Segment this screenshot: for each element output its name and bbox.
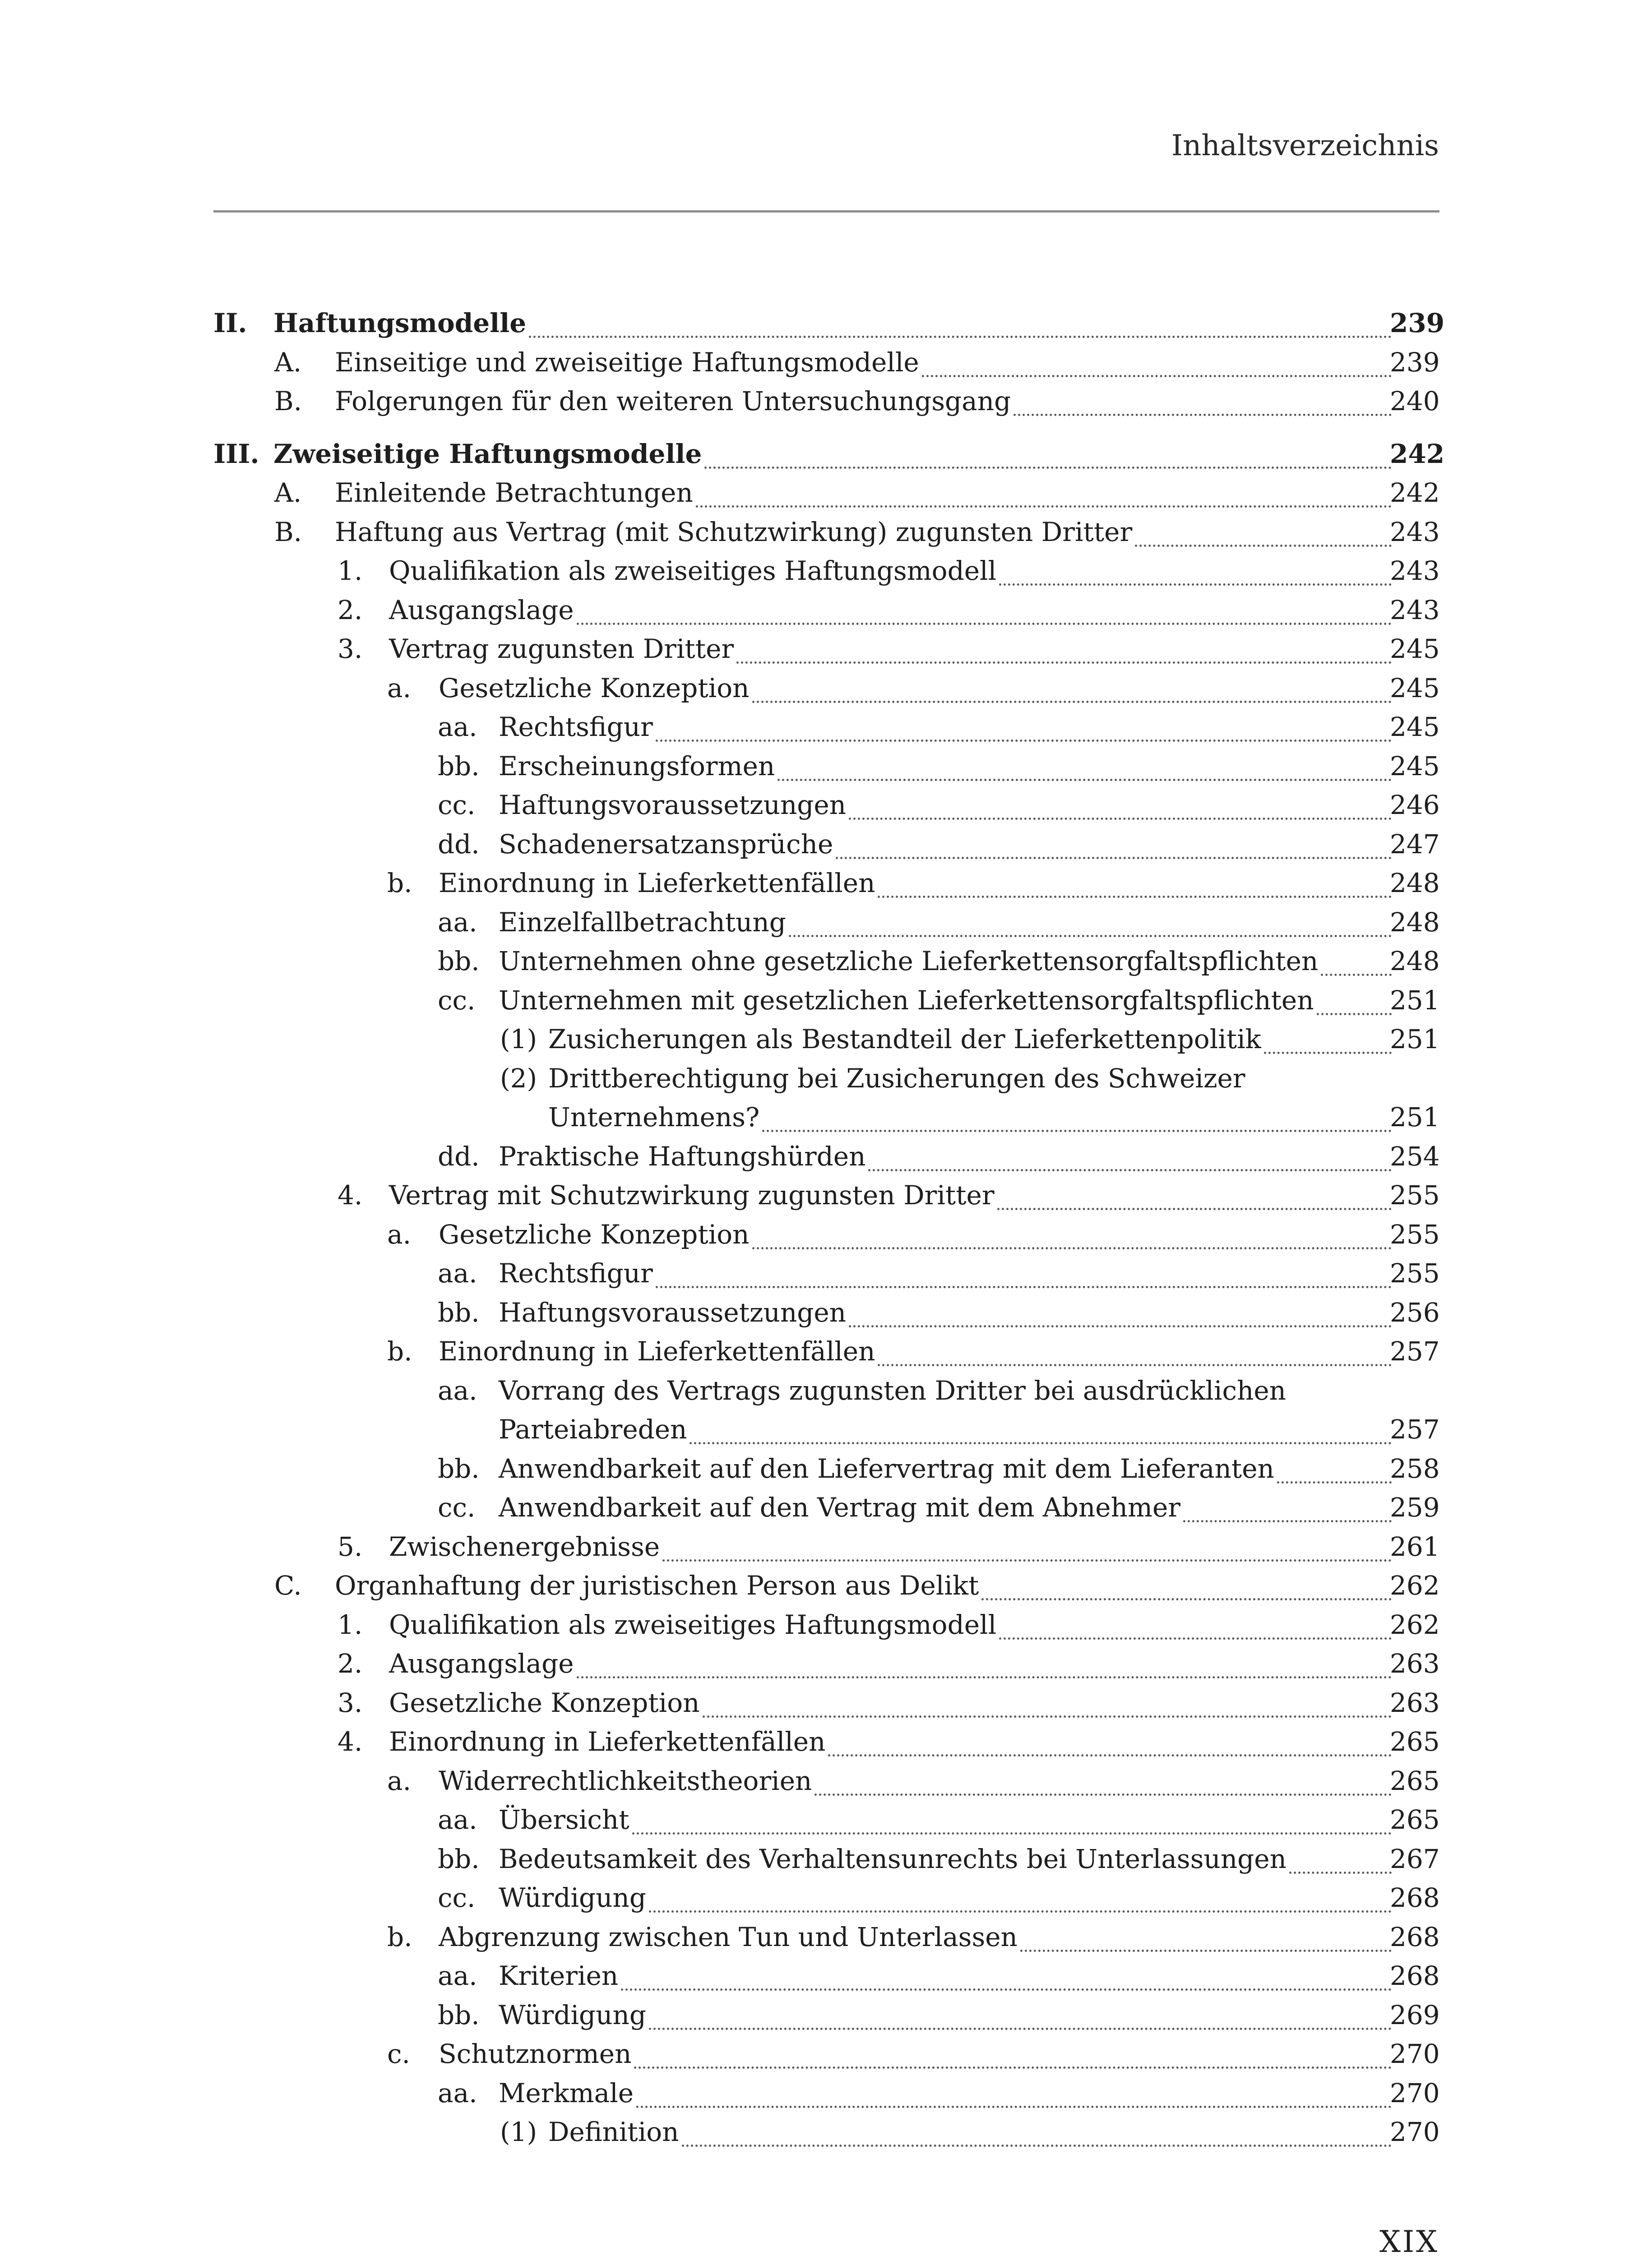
toc-entry-title-continued: Unternehmens?	[548, 1102, 760, 1133]
toc-leader-dots	[762, 1098, 1392, 1132]
toc-entry-number: aa.	[438, 1258, 477, 1289]
toc-entry-title: Anwendbarkeit auf den Liefervertrag mit dem Lieferanten	[499, 1453, 1274, 1484]
toc-entry-page: 242	[1390, 438, 1445, 469]
toc-entry-page: 251	[1390, 985, 1440, 1016]
toc-entry-number: bb.	[438, 1453, 480, 1484]
toc-entry-title: Haftungsvoraussetzungen	[499, 1297, 847, 1328]
toc-entry[interactable]	[0, 712, 1652, 748]
toc-entry[interactable]	[0, 1687, 1652, 1724]
toc-entry-page: 243	[1390, 594, 1440, 625]
toc-entry-page: 251	[1390, 1102, 1440, 1133]
toc-entry-page: 261	[1390, 1531, 1440, 1562]
toc-entry[interactable]	[0, 790, 1652, 826]
toc-entry-number: 1.	[338, 555, 363, 586]
toc-leader-dots	[868, 1137, 1392, 1171]
toc-entry-page: 258	[1390, 1453, 1440, 1484]
toc-leader-dots	[836, 825, 1392, 859]
toc-entry-title: Einordnung in Lieferkettenfällen	[439, 1336, 875, 1367]
toc-entry-number: 2.	[338, 594, 363, 625]
toc-entry-title: Einleitende Betrachtungen	[335, 477, 693, 508]
toc-leader-dots	[1277, 1450, 1392, 1484]
toc-entry-title: Einordnung in Lieferkettenfällen	[389, 1726, 826, 1757]
toc-entry[interactable]	[0, 308, 1652, 344]
toc-leader-dots	[878, 864, 1392, 898]
toc-entry-page: 239	[1390, 308, 1445, 338]
toc-entry-title: Schadenersatzansprüche	[499, 828, 833, 860]
toc-entry-title: Vertrag mit Schutzwirkung zugunsten Dritter	[389, 1180, 995, 1211]
toc-leader-dots	[997, 1176, 1392, 1210]
toc-leader-dots	[577, 591, 1392, 625]
toc-entry-title: Unternehmen ohne gesetzliche Lieferkettensorgfaltspflichten	[499, 946, 1319, 976]
toc-entry-title: Widerrechtlichkeitstheorien	[439, 1765, 812, 1796]
toc-entry-page: 239	[1390, 347, 1440, 378]
toc-entry-number: dd.	[438, 828, 480, 860]
toc-entry-page: 257	[1390, 1336, 1440, 1367]
toc-entry-page: 247	[1390, 828, 1440, 860]
toc-entry[interactable]	[0, 829, 1652, 865]
toc-leader-dots	[649, 1879, 1392, 1913]
toc-entry-number: III.	[213, 438, 259, 469]
toc-entry-number: bb.	[438, 1843, 480, 1874]
toc-entry[interactable]	[0, 1453, 1652, 1489]
toc-entry[interactable]	[0, 2117, 1652, 2153]
toc-entry-page: 246	[1390, 790, 1440, 820]
toc-leader-dots	[1289, 1840, 1392, 1874]
toc-entry-number: c.	[387, 2039, 410, 2069]
toc-entry-title: Einzelfallbetrachtung	[499, 906, 786, 938]
toc-entry-title: Unternehmen mit gesetzlichen Lieferkettensorgfaltspflichten	[499, 985, 1314, 1016]
toc-entry-number: bb.	[438, 1999, 480, 2030]
toc-entry-title: Ausgangslage	[389, 594, 574, 625]
toc-leader-dots	[1020, 1918, 1392, 1952]
toc-entry[interactable]	[0, 1219, 1652, 1255]
toc-entry-number: cc.	[438, 790, 476, 820]
toc-entry-page: 245	[1390, 672, 1440, 703]
toc-entry-number: bb.	[438, 750, 480, 781]
toc-leader-dots	[849, 1294, 1392, 1327]
toc-entry[interactable]	[0, 1180, 1652, 1216]
toc-entry[interactable]	[0, 1609, 1652, 1646]
toc-entry-number: a.	[387, 1219, 412, 1250]
toc-entry-title: Bedeutsamkeit des Verhaltensunrechts bei Unterlassungen	[499, 1843, 1286, 1874]
toc-entry-number: B.	[274, 516, 302, 547]
toc-entry-title: Haftung aus Vertrag (mit Schutzwirkung) zugunsten Dritter	[335, 516, 1133, 547]
toc-leader-dots	[1183, 1489, 1392, 1522]
toc-leader-dots	[1321, 942, 1392, 976]
toc-entry[interactable]	[0, 1648, 1652, 1684]
toc-leader-dots	[649, 1996, 1392, 2030]
toc-entry-number: 5.	[338, 1531, 363, 1562]
toc-entry[interactable]	[0, 1882, 1652, 1919]
toc-leader-dots	[828, 1723, 1392, 1757]
toc-entry-continuation[interactable]	[0, 1102, 1652, 1138]
toc-entry-title: Erscheinungsformen	[499, 750, 775, 781]
toc-entry-number: aa.	[438, 2077, 477, 2108]
toc-leader-dots	[922, 343, 1392, 377]
toc-entry-page: 267	[1390, 1843, 1440, 1874]
toc-entry-title: Übersicht	[499, 1804, 629, 1835]
toc-leader-dots	[849, 786, 1392, 820]
toc-entry-continuation[interactable]	[0, 1414, 1652, 1450]
toc-leader-dots	[662, 1528, 1392, 1562]
toc-entry[interactable]	[0, 2039, 1652, 2075]
toc-entry-page: 242	[1390, 477, 1440, 508]
toc-entry-page: 255	[1390, 1258, 1440, 1289]
toc-entry[interactable]	[0, 439, 1652, 475]
toc-entry-page: 256	[1390, 1297, 1440, 1328]
toc-entry-page: 245	[1390, 633, 1440, 664]
toc-entry[interactable]	[0, 517, 1652, 553]
toc-entry-number: cc.	[438, 1882, 476, 1913]
toc-entry-number: cc.	[438, 985, 476, 1016]
toc-entry-title: Ausgangslage	[389, 1648, 574, 1679]
toc-entry-number: (1)	[500, 1024, 537, 1054]
toc-leader-dots	[1264, 1020, 1392, 1054]
toc-entry-number: cc.	[438, 1492, 476, 1523]
toc-entry-title: Würdigung	[499, 1882, 646, 1913]
toc-entry-title: Einordnung in Lieferkettenfällen	[439, 868, 875, 898]
toc-entry-title: Abgrenzung zwischen Tun und Unterlassen	[439, 1921, 1018, 1952]
toc-leader-dots	[529, 304, 1392, 338]
toc-entry-page: 270	[1390, 2077, 1440, 2108]
toc-entry[interactable]	[0, 946, 1652, 982]
toc-entry-number: a.	[387, 672, 412, 703]
toc-entry-title: Gesetzliche Konzeption	[389, 1687, 700, 1718]
toc-entry-title: Einseitige und zweiseitige Haftungsmodelle	[335, 347, 919, 378]
toc-leader-dots	[703, 1684, 1392, 1718]
toc-entry-number: (1)	[500, 2117, 537, 2147]
toc-entry-page: 265	[1390, 1765, 1440, 1796]
toc-leader-dots	[1135, 513, 1392, 547]
toc-entry-page: 263	[1390, 1687, 1440, 1718]
toc-leader-dots	[656, 708, 1392, 742]
toc-entry-title: Folgerungen für den weiteren Untersuchungsgang	[335, 386, 1011, 416]
toc-leader-dots	[814, 1762, 1392, 1796]
toc-entry-number: 3.	[338, 1687, 363, 1718]
toc-leader-dots	[704, 435, 1392, 469]
toc-entry-number: aa.	[438, 1375, 477, 1406]
toc-entry-title: Haftungsvoraussetzungen	[499, 790, 847, 820]
running-header-title: Inhaltsverzeichnis	[1171, 129, 1439, 162]
toc-entry-page: 248	[1390, 946, 1440, 976]
toc-entry[interactable]	[0, 1336, 1652, 1372]
toc-entry[interactable]	[0, 751, 1652, 787]
toc-entry-page: 243	[1390, 516, 1440, 547]
toc-leader-dots	[577, 1645, 1392, 1678]
toc-entry-page: 245	[1390, 750, 1440, 781]
toc-entry-number: aa.	[438, 1960, 477, 1991]
toc-entry[interactable]	[0, 907, 1652, 943]
toc-entry[interactable]	[0, 1297, 1652, 1333]
toc-leader-dots	[634, 2035, 1392, 2069]
toc-entry-number: bb.	[438, 1297, 480, 1328]
toc-entry-page: 257	[1390, 1414, 1440, 1445]
toc-entry-number: B.	[274, 386, 302, 416]
toc-entry-title: Definition	[548, 2117, 679, 2147]
toc-entry[interactable]	[0, 1141, 1652, 1177]
toc-entry[interactable]	[0, 1766, 1652, 1802]
toc-entry[interactable]	[0, 555, 1652, 592]
toc-entry-page: 263	[1390, 1648, 1440, 1679]
toc-entry-number: aa.	[438, 906, 477, 938]
toc-entry-page: 251	[1390, 1024, 1440, 1054]
toc-entry-title: Zweiseitige Haftungsmodelle	[273, 438, 702, 469]
toc-entry-number: 2.	[338, 1648, 363, 1679]
toc-entry-page: 255	[1390, 1180, 1440, 1211]
toc-entry-page: 262	[1390, 1570, 1440, 1601]
toc-leader-dots	[999, 1606, 1392, 1640]
toc-leader-dots	[656, 1254, 1392, 1288]
toc-entry-number: 4.	[338, 1180, 363, 1211]
toc-entry-page: 245	[1390, 712, 1440, 742]
toc-entry-page: 240	[1390, 386, 1440, 416]
toc-leader-dots	[696, 474, 1392, 508]
toc-entry-page: 248	[1390, 868, 1440, 898]
toc-entry-title: Schutznormen	[439, 2039, 632, 2069]
toc-entry[interactable]	[0, 1258, 1652, 1294]
toc-entry-page: 268	[1390, 1882, 1440, 1913]
toc-entry[interactable]	[0, 1375, 1652, 1411]
toc-leader-dots	[878, 1332, 1392, 1366]
toc-entry-page: 259	[1390, 1492, 1440, 1523]
toc-entry-number: bb.	[438, 946, 480, 976]
toc-entry-title: Praktische Haftungshürden	[499, 1141, 866, 1172]
toc-entry-number: II.	[213, 308, 247, 338]
toc-entry[interactable]	[0, 1063, 1652, 1099]
toc-entry[interactable]	[0, 1570, 1652, 1606]
toc-entry-title: Haftungsmodelle	[273, 308, 527, 338]
toc-entry-page: 270	[1390, 2117, 1440, 2147]
toc-entry[interactable]	[0, 1844, 1652, 1880]
toc-entry-page: 254	[1390, 1141, 1440, 1172]
toc-entry-page: 265	[1390, 1804, 1440, 1835]
toc-entry[interactable]	[0, 1726, 1652, 1762]
toc-entry-number: (2)	[500, 1063, 537, 1094]
toc-entry-title: Zwischenergebnisse	[389, 1531, 660, 1562]
toc-entry-number: aa.	[438, 1804, 477, 1835]
toc-entry-title: Gesetzliche Konzeption	[439, 1219, 750, 1250]
toc-entry-number: a.	[387, 1765, 412, 1796]
toc-entry-title: Gesetzliche Konzeption	[439, 672, 750, 703]
toc-entry[interactable]	[0, 868, 1652, 904]
toc-entry[interactable]	[0, 1531, 1652, 1567]
toc-entry-page: 265	[1390, 1726, 1440, 1757]
toc-entry-number: C.	[274, 1570, 302, 1601]
toc-entry[interactable]	[0, 985, 1652, 1021]
toc-entry[interactable]	[0, 595, 1652, 631]
toc-entry-number: b.	[387, 868, 412, 898]
toc-entry-number: 1.	[338, 1609, 363, 1640]
toc-entry-title: Kriterien	[499, 1960, 619, 1991]
toc-entry[interactable]	[0, 2000, 1652, 2036]
toc-entry-title: Zusicherungen als Bestandteil der Lieferkettenpolitik	[548, 1024, 1261, 1054]
toc-entry[interactable]	[0, 1960, 1652, 1997]
toc-entry-number: 3.	[338, 633, 363, 664]
toc-entry[interactable]	[0, 347, 1652, 383]
toc-entry-number: A.	[274, 347, 302, 378]
toc-leader-dots	[1317, 981, 1392, 1015]
toc-entry-title: Anwendbarkeit auf den Vertrag mit dem Abnehmer	[499, 1492, 1181, 1523]
toc-entry[interactable]	[0, 386, 1652, 422]
toc-leader-dots	[777, 747, 1392, 781]
toc-entry-page: 268	[1390, 1921, 1440, 1952]
toc-entry-title: Merkmale	[499, 2077, 634, 2108]
toc-entry-page: 255	[1390, 1219, 1440, 1250]
toc-entry-page: 270	[1390, 2039, 1440, 2069]
page-number-folio: XIX	[1379, 2224, 1439, 2256]
toc-entry-title-continued: Parteiabreden	[499, 1414, 687, 1445]
toc-entry-page: 262	[1390, 1609, 1440, 1640]
toc-entry-page: 268	[1390, 1960, 1440, 1991]
toc-leader-dots	[789, 903, 1392, 937]
toc-leader-dots	[621, 1957, 1392, 1991]
toc-leader-dots	[752, 1216, 1392, 1249]
toc-entry[interactable]	[0, 1024, 1652, 1060]
toc-entry[interactable]	[0, 633, 1652, 670]
toc-entry-number: aa.	[438, 712, 477, 742]
toc-entry[interactable]	[0, 2078, 1652, 2114]
toc-entry-title: Vertrag zugunsten Dritter	[389, 633, 734, 664]
toc-entry-number: 4.	[338, 1726, 363, 1757]
toc-entry[interactable]	[0, 1804, 1652, 1840]
toc-entry[interactable]	[0, 477, 1652, 513]
toc-entry-page: 269	[1390, 1999, 1440, 2030]
toc-entry-title: Organhaftung der juristischen Person aus Delikt	[335, 1570, 979, 1601]
toc-entry-page: 248	[1390, 906, 1440, 938]
toc-leader-dots	[752, 669, 1392, 703]
toc-entry-title: Qualifikation als zweiseitiges Haftungsmodell	[389, 555, 997, 586]
toc-leader-dots	[999, 552, 1392, 586]
toc-entry-title: Qualifikation als zweiseitiges Haftungsmodell	[389, 1609, 997, 1640]
toc-entry-title: Vorrang des Vertrags zugunsten Dritter bei ausdrücklichen	[499, 1375, 1286, 1406]
toc-leader-dots	[682, 2113, 1392, 2147]
header-divider	[213, 210, 1439, 213]
toc-entry[interactable]	[0, 1492, 1652, 1528]
toc-entry-title: Rechtsfigur	[499, 1258, 653, 1289]
toc-entry-number: A.	[274, 477, 302, 508]
toc-entry[interactable]	[0, 1922, 1652, 1958]
toc-entry-title: Drittberechtigung bei Zusicherungen des Schweizer	[548, 1063, 1245, 1094]
toc-entry-number: b.	[387, 1336, 412, 1367]
toc-leader-dots	[632, 1801, 1392, 1835]
toc-entry-number: dd.	[438, 1141, 480, 1172]
toc-leader-dots	[636, 2074, 1392, 2108]
toc-leader-dots	[981, 1567, 1392, 1600]
toc-entry-number: b.	[387, 1921, 412, 1952]
toc-entry-page: 243	[1390, 555, 1440, 586]
toc-entry-title: Würdigung	[499, 1999, 646, 2030]
toc-leader-dots	[689, 1410, 1392, 1444]
toc-leader-dots	[736, 630, 1392, 664]
toc-entry-title: Rechtsfigur	[499, 712, 653, 742]
toc-entry[interactable]	[0, 673, 1652, 709]
toc-leader-dots	[1013, 382, 1392, 416]
